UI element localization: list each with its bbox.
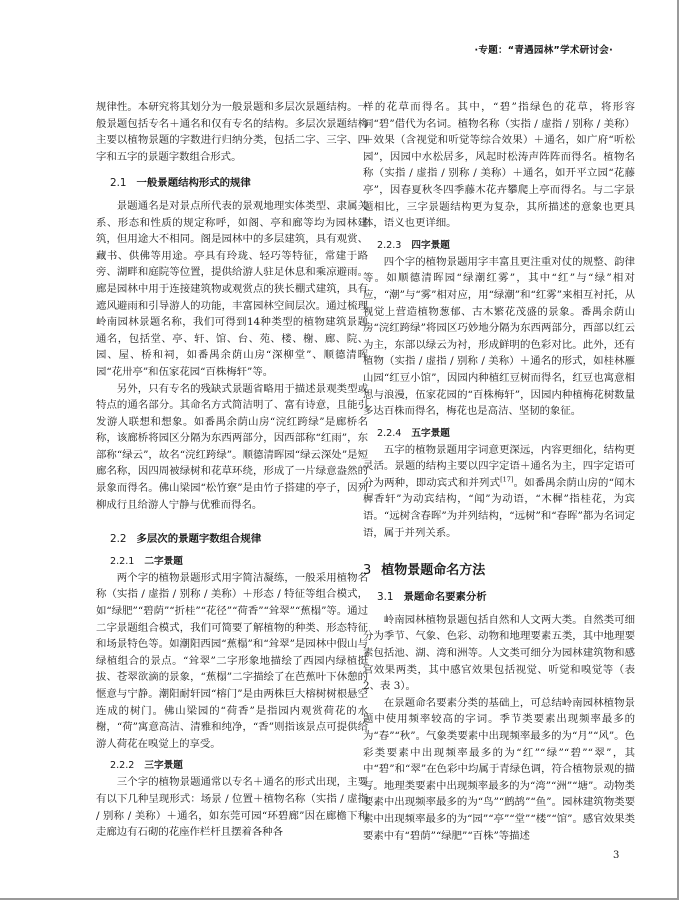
section-2-1-paragraph-1: 景题通名是对景点所代表的景观地理实体类型、隶属关系、形态和性质的规定称呼，如阁、亭和廊等均为园林建筑，但用途大不相同。阁是园林中的多层建筑，具有观赏、藏书、供佛等用途。亭具有玲珑、轻巧等特征，常建于路旁、湖畔和庭院等位置，提供给游人驻足休息和乘凉避雨。廊是园林中用于连接建筑物或观赏点的狭长棚式建筑，具有遮风避雨和引导游人的功能，丰富园林空间层次。通过梳理岭南园林景题名称，我们可得到14种类型的植物建筑景题通名，包括堂、亭、轩、馆、台、苑、楼、榭、廊、院、园、屋、桥和祠，如番禺余荫山房“深柳堂”、顺德清晖园“花卅亭”和伍家花园“百株梅轩”等。 xyxy=(96,199,368,378)
subsection-number: 2.2.2 xyxy=(110,760,135,772)
section-3-1-paragraph-1: 岭南园林植物景题包括自然和人文两大类。自然类可细分为季节、气象、色彩、动物和地理要素五类，其中地理要素包括池、湖、湾和洲等。人文类可细分为园林建筑物和感官效果两类，其中感官效果包括视觉、听觉和嗅觉等（表 2、表 3）。 xyxy=(363,613,635,693)
subsection-number: 2.2.1 xyxy=(110,555,135,567)
paragraph-text: 。如番禺余荫山房的“闻木樨香轩”为动宾结构，“闻”为动语，“木樨”指桂花，为宾语。“远树含春晖”为并列结构，“远树”和“春晖”都为名词定语，属于并列关系。 xyxy=(363,476,635,539)
subsection-title: 二字景题 xyxy=(144,555,183,567)
section-number: 2.2 xyxy=(110,533,127,546)
section-number: 2.1 xyxy=(110,177,127,190)
subsection-number: 2.2.4 xyxy=(377,427,402,439)
section-title: 多层次的景题字数组合规律 xyxy=(136,533,262,546)
subsection-title: 五字景题 xyxy=(411,427,450,439)
section-3-1-paragraph-2: 在景题命名要素分类的基础上，可总结岭南园林植物景题中使用频率较高的字词。季节类要素出现频率最多的为“春”“秋”。气象类要素中出现频率最多的为“月”“风”。色彩类要素中出现频率最多的为“红”“绿”“碧”“翠”，其中“碧”和“翠”在色彩中均属于青绿色调，符合植物景观的描写。地理类要素中出现频率最多的为“湾”“洲”“塘”。动物类要素中出现频率最多的为“鸟”“鹧鸪”“鱼”。园林建筑物类要素中出现频率最多的为“园”“亭”“堂”“楼”“馆”。感官效果类要素中有“碧荫”“绿肥”“百株”等描述 xyxy=(363,696,635,842)
page-number: 3 xyxy=(613,850,620,861)
section-2-1-heading xyxy=(110,175,368,192)
section-2-2-4-paragraph xyxy=(363,442,635,542)
section-2-2-1-paragraph: 两个字的植物景题形式用字简洁凝练，一般采用植物名称（实指 / 虚指 / 别称 / 美称）＋形态 / 特征等组合模式，如“绿肥”“碧荫”“折桂”“花径”“荷香”“耸翠”“蕉榻”等。通过二字景题组合模式，我们可简要了解植物的种类、形态特征和场景特色等。如潮阳西园“蕉榻”和“耸翠”是园林中假山与绿植组合的景点。“耸翠”二字形象地描绘了西园内绿植挺拔、苍翠欲滴的景象，“蕉榻”二字描绘了在芭蕉叶下休憩的惬意与宁静。潮阳耐轩园“榕门”是由两株巨大榕树树根悬空连成的树门。佛山梁园的“荷香”是指园内观赏荷花的水榭，“荷”寓意高洁、清雅和纯净，“香”则指该景点可提供给游人荷花在嗅觉上的享受。 xyxy=(96,571,368,750)
section-2-1-paragraph-2: 另外，只有专名的残缺式景题省略用于描述景观类型或特点的通名部分。其命名方式简洁明了、富有诗意，且能引发游人联想和想象。如番禺余荫山房“浣红跨绿”是廊桥名称，该廊桥将园区分隔为东西两部分，因西部称“红雨”，东部称“绿云”，故名“浣红跨绿”。顺德清晖园“绿云深处”是短廊名称，因四周被绿树和花草环绕，形成了一片绿意盎然的景象而得名。佛山梁园“松竹寮”是由竹子搭建的亭子，因列柳成行且给游人宁静与优雅而得名。 xyxy=(96,382,368,511)
intro-paragraph: 规律性。本研究将其划分为一般景题和多层次景题结构。一般景题包括专名＋通名和仅有专名的结构。多层次景题结构主要以植物景题的字数进行归纳分类，包括二字、三字、四字和五字的景题字数组合形式。 xyxy=(96,101,368,163)
section-title: 植物景题命名方法 xyxy=(381,563,486,579)
section-3-1-heading xyxy=(377,589,635,606)
subsection-title: 三字景题 xyxy=(144,760,183,772)
section-2-2-2-paragraph: 三个字的植物景题通常以专名＋通名的形式出现，主要有以下几种呈现形式：场景 / 位置＋植物名称（实指 / 虚指 / 别称 / 美称）＋通名，如东莞可园“环碧廊”因在廊檐下和走廊边有石砌的花座作栏杆且摆着各种各 xyxy=(96,776,368,839)
section-2-2-2-heading xyxy=(110,758,368,774)
running-header: ·专题：“青遇园林”学术研讨会· xyxy=(474,45,613,56)
left-column xyxy=(96,99,368,841)
citation-link[interactable]: [17] xyxy=(500,475,514,484)
section-2-2-3-heading xyxy=(377,238,635,254)
subsection-number: 2.2.3 xyxy=(377,239,402,251)
section-title: 一般景题结构形式的规律 xyxy=(136,177,251,190)
section-2-2-4-heading xyxy=(377,426,635,442)
section-2-2-heading xyxy=(110,531,368,548)
section-title: 景题命名要素分析 xyxy=(403,591,487,604)
section-2-2-3-paragraph: 四个字的植物景题用字丰富且更注重对仗的规整、韵律等。如顺德清晖园“绿潮红雾”，其中“红”与“绿”相对应，“潮”与“雾”相对应，用“绿潮”和“红雾”来相互衬托，从视觉上营造植物葱郁、古木繁花茂盛的景象。番禺余荫山房“浣红跨绿”将园区巧妙地分隔为东西两部分，西部以红云为主，东部以绿云为衬，形成鲜明的色彩对比。此外，还有植物（实指 / 虚指 / 别称 / 美称）＋通名的形式，如桂林雁山园“红豆小馆”，因园内种植红豆树而得名，红豆也寓意相思与浪漫，伍家花园的“百株梅轩”，因园内种植梅花树数量多达百株而得名，梅花也是高洁、坚韧的象征。 xyxy=(363,255,635,418)
right-column xyxy=(363,99,635,844)
section-3-heading xyxy=(363,561,635,581)
section-2-2-1-heading xyxy=(110,554,368,570)
subsection-title: 四字景题 xyxy=(411,239,450,251)
section-number: 3.1 xyxy=(377,591,394,604)
continuation-paragraph: 样的花草而得名。其中，“碧”指绿色的花草，将形容词“碧”借代为名词。植物名称（实指 / 虚指 / 别称 / 美称）＋效果（含视觉和听觉等综合效果）＋通名，如广府“听松园”，因园中水松居多，风起时松涛声阵阵而得名。植物名称（实指 / 虚指 / 别称 / 美称）＋通名，如开平立园“花藤亭”，因春夏秋冬四季藤木花卉攀爬上亭而得名。与二字景题相比，三字景题结构更为复杂，其所描述的意象也更具体，语义也更详细。 xyxy=(363,101,635,230)
paragraph-text: 五字的植物景题用字词意更深远，内容更细化，结构更灵活。景题的结构主要以四字定语＋通名为主，四字定语可分为两种，即动宾式和并列式 xyxy=(363,443,635,489)
section-number: 3 xyxy=(363,563,372,579)
